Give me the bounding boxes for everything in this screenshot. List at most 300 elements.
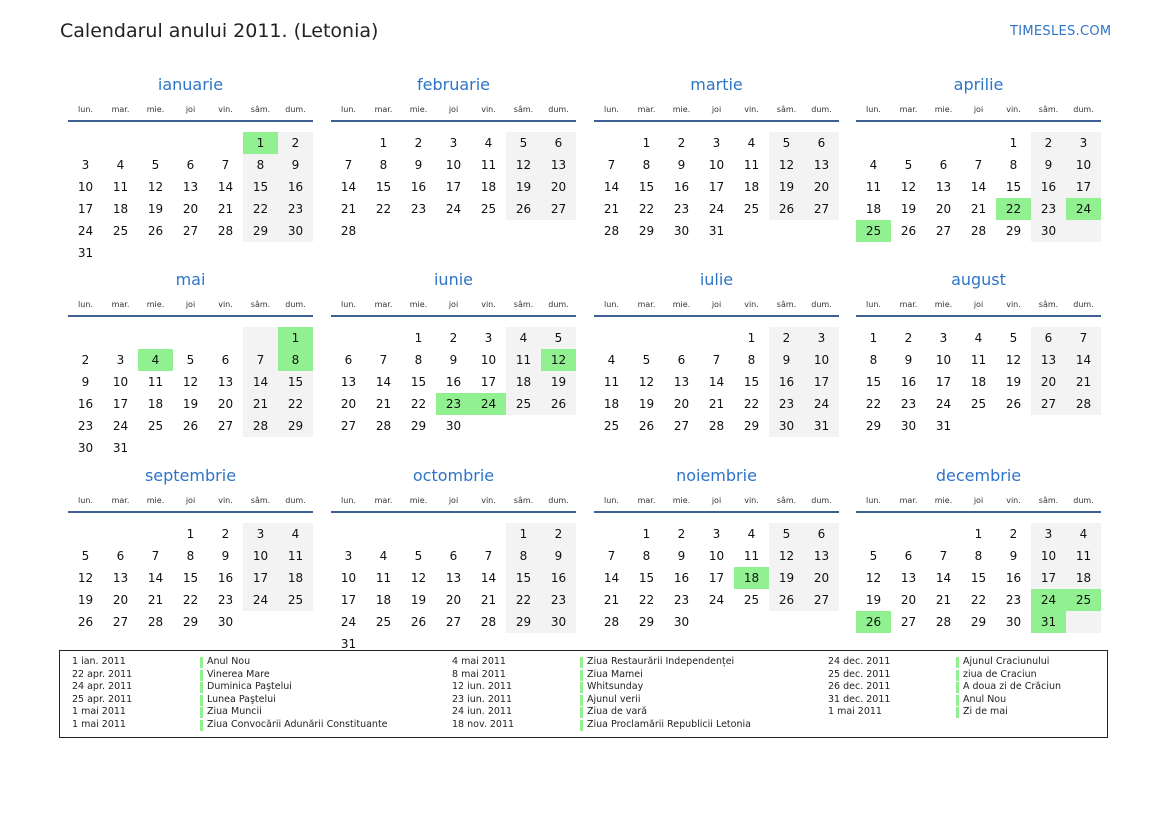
day-cell: 27 [445, 615, 462, 629]
legend-date: 18 nov. 2011 [452, 718, 515, 730]
month-noiembrie [594, 466, 839, 651]
day-cell: 25 [112, 224, 129, 238]
legend-date: 1 mai 2011 [72, 718, 126, 730]
day-cell: 29 [252, 224, 269, 238]
month-header-rule [68, 120, 313, 122]
holiday-day-cell: 31 [1031, 611, 1066, 633]
day-cell: 3 [712, 136, 721, 150]
day-cell: 26 [550, 397, 567, 411]
day-cell: 2 [677, 136, 686, 150]
day-cell: 3 [939, 331, 948, 345]
day-cell: 19 [865, 593, 882, 607]
day-cell: 11 [603, 375, 620, 389]
day-cell: 9 [904, 353, 913, 367]
day-cell: 18 [112, 202, 129, 216]
day-cell: 28 [252, 419, 269, 433]
weekday-label: vin. [1006, 105, 1021, 114]
day-cell: 18 [375, 593, 392, 607]
weekday-label: sâm. [250, 300, 271, 309]
day-cell: 19 [77, 593, 94, 607]
day-cell: 30 [673, 615, 690, 629]
day-cell: 30 [1040, 224, 1057, 238]
weekday-label: sâm. [1038, 300, 1059, 309]
weekday-label: vin. [1006, 496, 1021, 505]
legend-marker [580, 657, 583, 668]
weekday-label: mie. [409, 300, 428, 309]
day-cell: 4 [1079, 527, 1088, 541]
weekday-label: dum. [811, 300, 832, 309]
legend-date: 4 mai 2011 [452, 656, 506, 667]
day-cell: 6 [186, 158, 195, 172]
weekday-label: dum. [548, 300, 569, 309]
weekday-label: vin. [1006, 300, 1021, 309]
day-cell: 29 [182, 615, 199, 629]
day-cell: 15 [515, 571, 532, 585]
day-cell: 23 [673, 593, 690, 607]
day-cell: 5 [869, 549, 878, 563]
day-cell: 10 [112, 375, 129, 389]
day-cell: 5 [782, 136, 791, 150]
day-cell: 19 [1005, 375, 1022, 389]
day-cell: 15 [182, 571, 199, 585]
day-cell: 13 [182, 180, 199, 194]
day-cell: 31 [813, 419, 830, 433]
day-cell: 5 [519, 136, 528, 150]
day-cell: 12 [778, 549, 795, 563]
month-title: februarie [416, 75, 491, 94]
day-cell: 23 [673, 202, 690, 216]
day-cell: 1 [642, 527, 651, 541]
legend-date: 1 mai 2011 [72, 706, 126, 718]
day-cell: 25 [603, 419, 620, 433]
weekday-label: sâm. [513, 105, 534, 114]
weekday-label: mie. [672, 300, 691, 309]
day-cell: 13 [340, 375, 357, 389]
day-cell: 27 [112, 615, 129, 629]
weekday-label: joi [973, 496, 984, 505]
day-cell: 5 [642, 353, 651, 367]
day-cell: 1 [974, 527, 983, 541]
day-cell: 10 [1040, 549, 1057, 563]
weekday-label: mar. [899, 300, 918, 309]
legend-marker [200, 657, 203, 668]
day-cell: 30 [778, 419, 795, 433]
day-cell: 1 [414, 331, 423, 345]
weekday-label: vin. [744, 105, 759, 114]
day-cell: 20 [813, 180, 830, 194]
weekday-label: mie. [146, 105, 165, 114]
day-cell: 4 [484, 136, 493, 150]
holiday-day-cell: 24 [471, 393, 506, 415]
day-cell: 1 [1009, 136, 1018, 150]
day-cell: 31 [935, 419, 952, 433]
day-cell: 26 [77, 615, 94, 629]
day-cell: 4 [974, 331, 983, 345]
day-cell: 7 [607, 158, 616, 172]
legend-marker [580, 682, 583, 693]
day-cell: 3 [1044, 527, 1053, 541]
day-cell: 23 [217, 593, 234, 607]
month-header-rule [68, 511, 313, 513]
day-cell: 6 [904, 549, 913, 563]
legend-holiday-name: A doua zi de Crăciun [963, 681, 1062, 693]
day-cell: 15 [638, 180, 655, 194]
brand-link[interactable]: TIMESLES.COM [1010, 24, 1112, 39]
day-cell: 20 [673, 397, 690, 411]
day-cell: 14 [935, 571, 952, 585]
holiday-day-cell: 1 [243, 132, 278, 154]
weekday-label: mar. [374, 300, 393, 309]
day-cell: 2 [904, 331, 913, 345]
legend-date: 26 dec. 2011 [828, 681, 891, 693]
day-cell: 12 [778, 158, 795, 172]
day-cell: 30 [1005, 615, 1022, 629]
weekday-label: joi [973, 105, 984, 114]
day-cell: 27 [900, 615, 917, 629]
month-title: aprilie [953, 75, 1004, 94]
day-cell: 14 [252, 375, 269, 389]
day-cell: 13 [900, 571, 917, 585]
day-cell: 23 [778, 397, 795, 411]
day-cell: 5 [81, 549, 90, 563]
day-cell: 26 [1005, 397, 1022, 411]
day-cell: 13 [550, 158, 567, 172]
month-title: mai [175, 270, 206, 289]
weekday-label: joi [185, 496, 196, 505]
legend-marker [956, 707, 959, 718]
day-cell: 30 [287, 224, 304, 238]
weekday-label: mar. [637, 300, 656, 309]
day-cell: 19 [900, 202, 917, 216]
day-cell: 22 [252, 202, 269, 216]
day-cell: 7 [484, 549, 493, 563]
day-cell: 8 [186, 549, 195, 563]
day-cell: 29 [638, 615, 655, 629]
holiday-day-cell: 22 [996, 198, 1031, 220]
day-cell: 3 [81, 158, 90, 172]
legend-marker [956, 695, 959, 706]
day-cell: 21 [340, 202, 357, 216]
month-header-rule [856, 511, 1101, 513]
day-cell: 27 [935, 224, 952, 238]
weekday-label: mar. [111, 496, 130, 505]
weekday-label: joi [711, 105, 722, 114]
weekday-label: vin. [218, 105, 233, 114]
month-title: octombrie [412, 466, 495, 485]
day-cell: 8 [379, 158, 388, 172]
day-cell: 2 [1044, 136, 1053, 150]
month-title: martie [690, 75, 743, 94]
day-cell: 22 [287, 397, 304, 411]
day-cell: 15 [743, 375, 760, 389]
day-cell: 30 [445, 419, 462, 433]
day-cell: 8 [642, 549, 651, 563]
day-cell: 12 [410, 571, 427, 585]
day-cell: 6 [677, 353, 686, 367]
day-cell: 25 [515, 397, 532, 411]
day-cell: 15 [375, 180, 392, 194]
day-cell: 22 [743, 397, 760, 411]
day-cell: 7 [379, 353, 388, 367]
day-cell: 11 [147, 375, 164, 389]
day-cell: 21 [147, 593, 164, 607]
weekday-label: mie. [934, 105, 953, 114]
month-title: august [951, 270, 1006, 289]
day-cell: 26 [900, 224, 917, 238]
day-cell: 26 [515, 202, 532, 216]
day-cell: 6 [221, 353, 230, 367]
day-cell: 20 [1040, 375, 1057, 389]
day-cell: 13 [813, 549, 830, 563]
day-cell: 14 [480, 571, 497, 585]
legend-marker [200, 720, 203, 731]
day-cell: 24 [340, 615, 357, 629]
day-cell: 16 [900, 375, 917, 389]
weekday-label: lun. [866, 496, 881, 505]
day-cell: 13 [112, 571, 129, 585]
day-cell: 1 [747, 331, 756, 345]
day-cell: 18 [743, 180, 760, 194]
day-cell: 5 [151, 158, 160, 172]
weekday-label: mar. [111, 105, 130, 114]
day-cell: 21 [1075, 375, 1092, 389]
day-cell: 17 [813, 375, 830, 389]
day-cell: 19 [147, 202, 164, 216]
day-cell: 11 [865, 180, 882, 194]
day-cell: 7 [151, 549, 160, 563]
day-cell: 9 [81, 375, 90, 389]
day-cell: 6 [449, 549, 458, 563]
legend-holiday-name: Ziua de vară [587, 706, 648, 718]
day-cell: 11 [287, 549, 304, 563]
day-cell: 27 [217, 419, 234, 433]
legend-date: 8 mai 2011 [452, 668, 506, 680]
day-cell: 28 [217, 224, 234, 238]
day-cell: 26 [638, 419, 655, 433]
weekday-label: mie. [934, 300, 953, 309]
weekday-label: sâm. [776, 300, 797, 309]
day-cell: 30 [77, 441, 94, 455]
weekday-label: mar. [374, 105, 393, 114]
day-cell: 4 [519, 331, 528, 345]
day-cell: 23 [550, 593, 567, 607]
day-cell: 28 [340, 224, 357, 238]
day-cell: 5 [554, 331, 563, 345]
day-cell: 12 [182, 375, 199, 389]
day-cell: 27 [1040, 397, 1057, 411]
day-cell: 17 [1075, 180, 1092, 194]
holiday-day-cell: 23 [436, 393, 471, 415]
day-cell: 28 [1075, 397, 1092, 411]
day-cell: 2 [1009, 527, 1018, 541]
day-cell: 4 [607, 353, 616, 367]
day-cell: 3 [712, 527, 721, 541]
day-cell: 1 [186, 527, 195, 541]
day-cell: 20 [112, 593, 129, 607]
day-cell: 19 [638, 397, 655, 411]
legend-marker [956, 670, 959, 681]
weekday-label: joi [448, 496, 459, 505]
day-cell: 18 [515, 375, 532, 389]
day-cell: 12 [1005, 353, 1022, 367]
day-cell: 12 [77, 571, 94, 585]
day-cell: 24 [813, 397, 830, 411]
day-cell: 10 [445, 158, 462, 172]
weekday-label: mie. [672, 496, 691, 505]
day-cell: 28 [935, 615, 952, 629]
weekday-label: mie. [672, 105, 691, 114]
day-cell: 10 [708, 549, 725, 563]
day-cell: 21 [217, 202, 234, 216]
month-header-rule [68, 315, 313, 317]
legend-holiday-name: Ziua Mamei [587, 668, 643, 680]
weekday-label: mar. [374, 496, 393, 505]
day-cell: 27 [550, 202, 567, 216]
legend-holiday-name: Ajunul Craciunului [963, 656, 1050, 667]
day-cell: 15 [865, 375, 882, 389]
day-cell: 2 [782, 331, 791, 345]
day-cell: 11 [515, 353, 532, 367]
day-cell: 21 [708, 397, 725, 411]
day-cell: 9 [1044, 158, 1053, 172]
day-cell: 10 [708, 158, 725, 172]
weekday-label: lun. [78, 300, 93, 309]
day-cell: 19 [550, 375, 567, 389]
month-mai [68, 270, 313, 455]
day-cell: 16 [1040, 180, 1057, 194]
legend-holiday-name: Ziua Proclamării Republicii Letonia [587, 718, 751, 730]
day-cell: 11 [112, 180, 129, 194]
month-aprilie [856, 75, 1101, 260]
day-cell: 5 [186, 353, 195, 367]
day-cell: 19 [515, 180, 532, 194]
day-cell: 2 [554, 527, 563, 541]
day-cell: 24 [708, 202, 725, 216]
day-cell: 6 [554, 136, 563, 150]
day-cell: 7 [974, 158, 983, 172]
day-cell: 16 [1005, 571, 1022, 585]
day-cell: 28 [708, 419, 725, 433]
month-octombrie [331, 466, 576, 651]
day-cell: 18 [147, 397, 164, 411]
day-cell: 11 [743, 158, 760, 172]
day-cell: 31 [340, 637, 357, 651]
weekday-label: lun. [604, 105, 619, 114]
day-cell: 6 [939, 158, 948, 172]
day-cell: 4 [291, 527, 300, 541]
day-cell: 8 [414, 353, 423, 367]
day-cell: 6 [817, 527, 826, 541]
weekday-label: lun. [78, 496, 93, 505]
day-cell: 7 [221, 158, 230, 172]
legend-holiday-name: ziua de Craciun [963, 668, 1037, 680]
day-cell: 8 [642, 158, 651, 172]
month-septembrie [68, 466, 313, 651]
day-cell: 31 [77, 246, 94, 260]
day-cell: 10 [813, 353, 830, 367]
legend-date: 25 dec. 2011 [828, 668, 891, 680]
weekday-label: mie. [934, 496, 953, 505]
day-cell: 17 [935, 375, 952, 389]
day-cell: 12 [515, 158, 532, 172]
day-cell: 26 [778, 202, 795, 216]
weekday-label: vin. [481, 496, 496, 505]
day-cell: 20 [445, 593, 462, 607]
weekday-label: lun. [604, 300, 619, 309]
weekday-label: joi [448, 300, 459, 309]
day-cell: 7 [256, 353, 265, 367]
month-martie [594, 75, 839, 260]
day-cell: 29 [515, 615, 532, 629]
day-cell: 9 [449, 353, 458, 367]
day-cell: 11 [743, 549, 760, 563]
weekday-label: mar. [899, 105, 918, 114]
day-cell: 30 [217, 615, 234, 629]
legend-marker [580, 670, 583, 681]
legend-date: 22 apr. 2011 [72, 668, 133, 680]
day-cell: 3 [484, 331, 493, 345]
day-cell: 12 [147, 180, 164, 194]
page-title: Calendarul anului 2011. (Letonia) [60, 20, 379, 42]
weekday-label: joi [711, 300, 722, 309]
weekday-label: dum. [1073, 300, 1094, 309]
day-cell: 18 [603, 397, 620, 411]
legend-holiday-name: Anul Nou [207, 656, 251, 667]
day-cell: 22 [970, 593, 987, 607]
day-cell: 2 [81, 353, 90, 367]
day-cell: 17 [1040, 571, 1057, 585]
day-cell: 28 [147, 615, 164, 629]
day-cell: 3 [449, 136, 458, 150]
day-cell: 23 [1005, 593, 1022, 607]
day-cell: 21 [935, 593, 952, 607]
legend-date: 1 ian. 2011 [72, 656, 126, 667]
day-cell: 3 [116, 353, 125, 367]
day-cell: 31 [112, 441, 129, 455]
day-cell: 29 [638, 224, 655, 238]
day-cell: 14 [147, 571, 164, 585]
day-cell: 30 [673, 224, 690, 238]
day-cell: 2 [677, 527, 686, 541]
day-cell: 2 [291, 136, 300, 150]
weekday-label: dum. [1073, 496, 1094, 505]
day-cell: 17 [708, 571, 725, 585]
legend-holiday-name: Ziua Muncii [207, 706, 262, 718]
day-cell: 8 [256, 158, 265, 172]
day-cell: 2 [449, 331, 458, 345]
weekday-label: sâm. [513, 496, 534, 505]
day-cell: 9 [414, 158, 423, 172]
legend-holiday-name: Lunea Paştelui [207, 693, 276, 705]
month-iunie [331, 270, 576, 455]
day-cell: 18 [970, 375, 987, 389]
holiday-day-cell: 26 [856, 611, 891, 633]
month-header-rule [331, 511, 576, 513]
day-cell: 19 [410, 593, 427, 607]
day-cell: 13 [445, 571, 462, 585]
holiday-day-cell: 25 [856, 220, 891, 242]
day-cell: 21 [480, 593, 497, 607]
day-cell: 28 [970, 224, 987, 238]
legend-date: 24 dec. 2011 [828, 656, 891, 667]
weekday-label: mar. [637, 105, 656, 114]
legend-marker [200, 695, 203, 706]
weekday-label: dum. [1073, 105, 1094, 114]
weekday-label: joi [185, 300, 196, 309]
day-cell: 26 [182, 419, 199, 433]
legend-marker [580, 695, 583, 706]
day-cell: 4 [747, 136, 756, 150]
